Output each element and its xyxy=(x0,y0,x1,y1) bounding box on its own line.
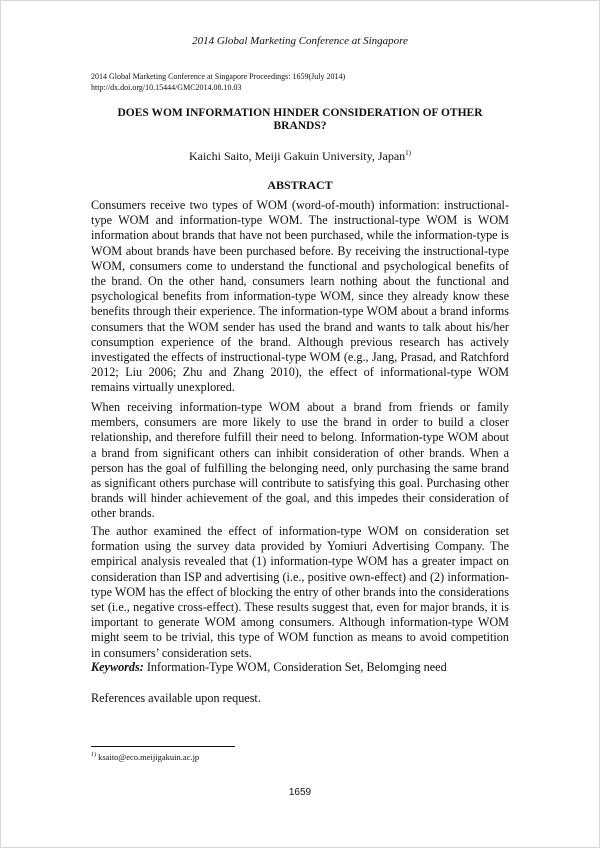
author-line xyxy=(91,149,509,164)
author-footnote-mark: 1) xyxy=(405,149,412,157)
author-name: Kaichi Saito, Meiji Gakuin University, Japan xyxy=(188,149,406,163)
page-number: 1659 xyxy=(288,787,312,798)
footnote xyxy=(91,752,199,762)
doi-link[interactable]: http://dx.doi.org/10.15444/GMC2014.08.10.03 xyxy=(91,83,242,92)
keywords-text: Information-Type WOM, Consideration Set, Belomging need xyxy=(143,660,447,674)
keywords-label: Keywords: xyxy=(91,660,144,674)
footnote-mark: 1) xyxy=(91,752,96,759)
proceedings-info xyxy=(91,71,345,93)
footnote-email[interactable]: ksaito@eco.meijigakuin.ac.jp xyxy=(96,752,200,762)
abstract-paragraph-3: The author examined the effect of information-type WOM on consideration set formation using the survey data provided by Yomiuri Advertising Company. The empirical analysis revealed that (1) information-type WOM has a greater impact on consideration than ISP and advertising (i.e., positive own-effect) and (2) information-type WOM has the effect of blocking the entry of other brands into the considerations set (i.e., negative cross-effect). These results suggest that, even for major brands, it is important to generate WOM among consumers. Although information-type WOM might seem to be trivial, this type of WOM function as means to avoid competition in consumers’ consideration sets. xyxy=(91,524,509,660)
footnote-divider xyxy=(91,746,235,747)
abstract-paragraph-2: When receiving information-type WOM about a brand from friends or family members, consumers are more likely to use the brand in order to build a closer relationship, and therefore fulfill their need to belong. Information-type WOM about a brand from significant others can inhibit consideration of other brands. When a person has the goal of fulfilling the belonging need, only purchasing the same brand as significant others purchase will contribute to satisfying this goal. Purchasing other brands will hinder achievement of the goal, and this impedes their consideration of other brands. xyxy=(91,400,509,521)
proceedings-citation: 2014 Global Marketing Conference at Singapore Proceedings: 1659(July 2014) xyxy=(91,72,346,81)
references-note: References available upon request. xyxy=(91,691,261,705)
abstract-paragraph-1: Consumers receive two types of WOM (word-of-mouth) information: instructional-type WOM and information-type WOM. The instructional-type WOM is WOM information about brands that have not been purchased, while the information-type is WOM about brands have been purchased before. By receiving the instructional-type WOM, consumers come to understand the functional and psychological benefits of the brand. On the other hand, consumers learn nothing about the functional and psychological benefits from information-type WOM, since they already know these benefits through their experience. The information-type WOM about a brand informs consumers that the WOM sender has used the brand and wants to talk about his/her consumption experience of the brand. Although previous research has actively investigated the effects of instructional-type WOM (e.g., Jang, Prasad, and Ratchford 2012; Liu 2006; Zhu and Zhang 2010), the effect of informational-type WOM remains virtually unexplored. xyxy=(91,198,509,395)
paper-title: DOES WOM INFORMATION HINDER CONSIDERATION OF OTHER BRANDS? xyxy=(117,107,483,132)
keywords xyxy=(91,660,509,675)
abstract-heading: ABSTRACT xyxy=(267,178,333,192)
running-header: 2014 Global Marketing Conference at Singapore xyxy=(192,35,408,47)
